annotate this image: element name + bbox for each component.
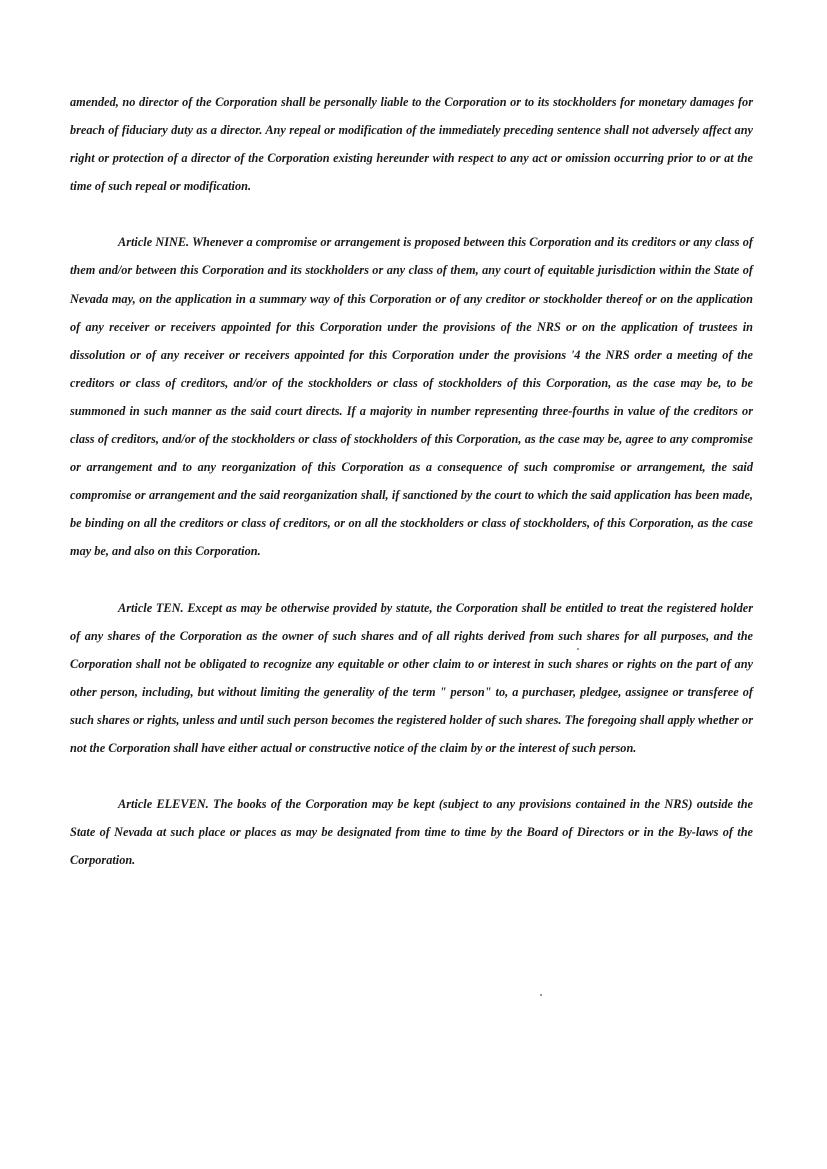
paragraph-article-ten: Article TEN. Except as may be otherwise provided by statute, the Corporation shall be entitled to treat the registered holder of any shares of the Corporation as the owner of such shares and of all rights derived from such shares for all purposes, and the Corporation shall not be obligated to recognize any equitable or other claim to or interest in such shares or rights on the part of any other person, including, but without limiting the generality of the term " person" to, a purchaser, pledgee, assignee or transferee of such shares or rights, unless and until such person becomes the registered holder of such shares. The foregoing shall apply whether or not the Corporation shall have either actual or constructive notice of the claim by or the interest of such person. bbox=[70, 600, 753, 755]
paragraph-article-eleven: Article ELEVEN. The books of the Corporation may be kept (subject to any provisions contained in the NRS) outside the State of Nevada at such place or places as may be designated from time to time by the Board of Directors or in the By-laws of the Corporation. bbox=[70, 797, 753, 868]
paragraph-article-nine: Article NINE. Whenever a compromise or arrangement is proposed between this Corporation and its creditors or any class of them and/or between this Corporation and its stockholders or any class of them, any court of equitable jurisdiction within the State of Nevada may, on the application in a summary way of this Corporation or of any creditor or stockholder thereof or on the application of any receiver or receivers appointed for this Corporation under the provisions of the NRS or on the application of trustees in dissolution or of any receiver or receivers appointed for this Corporation under the provisions '4 the NRS order a meeting of the creditors or class of creditors, and/or of the stockholders or class of stockholders of this Corporation, as the case may be, to be summoned in such manner as the said court directs. If a majority in number representing three-fourths in value of the creditors or class of creditors, and/or of the stockholders or class of stockholders of this Corporation, as the case may be, agree to any compromise or arrangement and to any reorganization of this Corporation as a consequence of such compromise or arrangement, the said compromise or arrangement and the said reorganization shall, if sanctioned by the court to which the said application has been made, be binding on all the creditors or class of creditors, or on all the stockholders or class of stockholders, of this Corporation, as the case may be, and also on this Corporation. bbox=[70, 235, 753, 559]
scan-speck bbox=[577, 648, 579, 650]
paragraph-continuation: amended, no director of the Corporation shall be personally liable to the Corporation or to its stockholders for monetary damages for breach of fiduciary duty as a director. Any repeal or modification of the immediately preceding sentence shall not adversely affect any right or protection of a director of the Corporation existing hereunder with respect to any act or omission occurring prior to or at the time of such repeal or modification. bbox=[70, 95, 753, 194]
scan-speck bbox=[540, 994, 542, 996]
